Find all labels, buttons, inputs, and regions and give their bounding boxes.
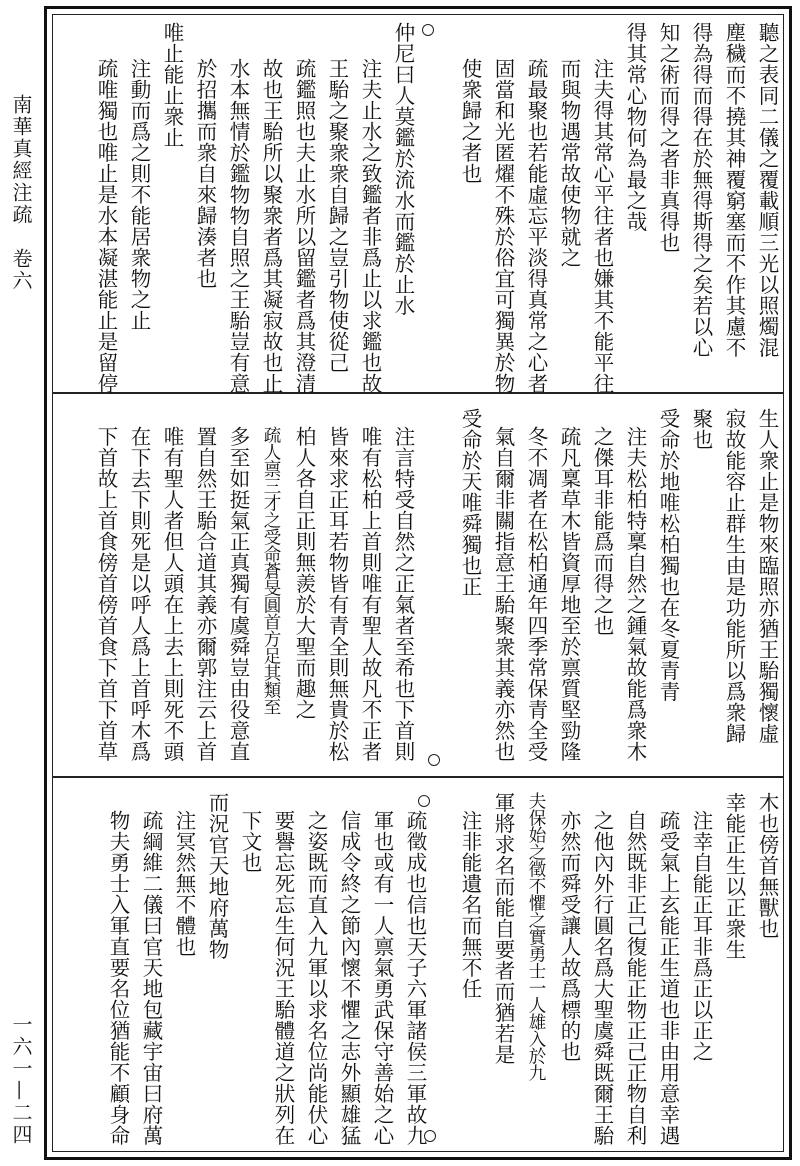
section-marker-circle [422,24,434,36]
text-column: 故也王駘所以聚衆者爲其凝寂故也止 [259,58,283,394]
text-column: 幸能正生以正衆生 [722,792,746,960]
text-column: 木也傍首無獸也 [755,792,779,939]
page-number-margin: 一六一—二四 [9,1014,33,1146]
panel-divider-2 [52,776,784,778]
text-column: 於招攜而衆自來歸湊者也 [193,58,217,289]
text-column: 要譽忘死忘生何況王駘體道之狀列在 [271,810,295,1146]
text-column: 而況官天地府萬物 [205,792,229,960]
text-column: 下首故上首食傍首傍首食下首下首草 [94,426,118,762]
text-column: 受命於天唯舜獨也正 [458,408,482,597]
text-column: 之傑耳非能爲而得之也 [590,426,614,636]
text-column: 疏唯獨也唯止是水本凝湛能止是留停 [94,58,118,394]
text-column: 注夫得其常心平往者也嫌其不能平往 [590,58,614,394]
text-column: 使衆歸之者也 [458,58,482,184]
text-column: 得其常心物何為最之哉 [623,22,647,232]
text-column: 信成令終之節內懷不懼之志外顯雄猛 [337,810,361,1146]
text-column: 王駘之聚衆衆自歸之豈引物使從己 [325,58,349,373]
text-column: 固當和光匿燿不殊於俗宜可獨異於物 [491,58,515,394]
text-column: 注冥然無不體也 [172,810,196,957]
text-column: 物夫勇士入軍直要名位猶能不顧身命 [106,810,130,1146]
text-column: 注非能遺名而無不任 [458,810,482,999]
text-column: 軍也或有一人禀氣勇武保守善始之心 [370,810,394,1146]
text-column: 生人衆止是物來臨照亦猶王駘獨懷虛 [755,408,779,744]
text-column: 疏鑑照也夫止水所以留鑑者爲其澄清 [292,58,316,394]
text-column: 聽之表同二儀之覆載順三光以照燭混 [755,22,779,358]
text-column: 軍將求名而能自要者而猶若是 [491,792,515,1065]
text-column: 寂故能容止群生由是功能所以爲衆歸 [722,408,746,744]
text-column: 氣自爾非關指意王駘聚衆其義亦然也 [491,426,515,762]
text-column: 注幸自能正耳非爲正以正之 [689,810,713,1062]
text-column: 注言特受自然之正氣者至希也下首則 [391,426,415,762]
text-column: 塵穢而不撓其神覆窮塞而不作其慮不 [722,22,746,358]
text-column: 受命於地唯松柏獨也在冬夏青青 [656,408,680,702]
text-column: 仲尼曰人莫鑑於流水而鑑於止水 [391,22,415,316]
text-column: 自然既非正己復能正物正己正物自利 [623,810,647,1146]
text-column: 之他內外行圓名爲大聖虞舜既爾王駘 [590,810,614,1146]
text-column: 疏綱維二儀曰官天地包藏宇宙曰府萬 [139,810,163,1146]
panel-divider-1 [52,392,784,394]
text-column: 夫保始之徵不懼之實勇士一人雄入於九 [526,792,546,1081]
section-marker-circle [418,795,430,807]
text-column: 而與物遇常故使物就之 [557,58,581,268]
text-column: 疏最聚也若能虛忘平淡得真常之心者 [524,58,548,394]
section-marker-circle [428,754,440,766]
text-column: 柏人各自正則無羨於大聖而趣之 [292,426,316,720]
text-column: 疏徵成也信也天子六軍諸侯三軍故九 [403,810,427,1146]
text-column: 知之術而得之者非真得也 [656,22,680,253]
text-column: 唯止能止衆止 [160,22,184,148]
section-marker-circle [424,1130,436,1142]
text-column: 注動而爲之則不能居衆物之止 [127,58,151,331]
text-column: 多至如挺氣正真獨有虞舜豈由役意直 [226,426,250,762]
text-column: 唯有聖人者但人頭在上去上則死不頭 [160,426,184,762]
text-column: 疏人禀三才之受命蒼旻圓首方足其類至 [261,426,281,715]
text-column: 得為得而得在於無得斯得之矣若以心 [689,22,713,358]
text-column: 聚也 [689,408,713,450]
text-column: 疏受氣上玄能正生道也非由用意幸遇 [656,810,680,1146]
text-column: 下文也 [238,810,262,873]
text-column: 亦然而舜受讓人故爲標的也 [557,810,581,1062]
text-column: 冬不凋者在松柏通年四季常保青全受 [524,426,548,762]
text-column: 之姿既而直入九軍以求名位尚能伏心 [304,810,328,1146]
text-column: 注夫止水之致鑑者非爲止以求鑑也故 [358,58,382,394]
book-title-margin: 南華真經注疏 卷六 [9,94,33,292]
text-column: 注夫松柏特稟自然之鍾氣故能爲衆木 [623,426,647,762]
text-column: 水本無情於鑑物物自照之王駘豈有意 [226,58,250,394]
text-column: 皆來求正耳若物皆有青全則無貴於松 [325,426,349,762]
text-column: 在下去下則死是以呼人爲上首呼木爲 [127,426,151,762]
text-column: 唯有松柏上首則唯有聖人故凡不正者 [358,426,382,762]
text-column: 置自然王駘合道其義亦爾郭注云上首 [193,426,217,762]
text-column: 疏凡稟草木皆資厚地至於禀質堅勁隆 [557,426,581,762]
